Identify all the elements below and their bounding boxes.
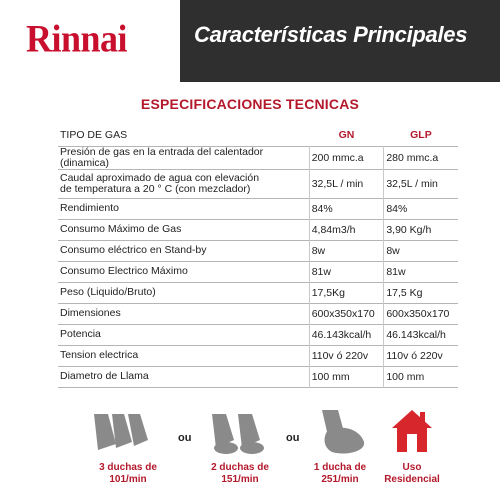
spec-value-gn: 110v ó 220v bbox=[309, 345, 384, 366]
spec-label: Potencia bbox=[60, 328, 101, 340]
shower-head-icon bbox=[314, 406, 368, 460]
spec-value-glp: 600x350x170 bbox=[384, 303, 458, 324]
table-row bbox=[58, 345, 458, 366]
caption-uso-residencial: Uso Residencial bbox=[384, 462, 440, 485]
table-row bbox=[58, 198, 458, 219]
spec-value-gn: 17,5Kg bbox=[309, 282, 384, 303]
column-header-glp: GLP bbox=[410, 129, 432, 142]
spec-value-gn: 100 mm bbox=[309, 366, 384, 387]
spec-value-glp: 46.143kcal/h bbox=[384, 324, 458, 345]
table-row bbox=[58, 146, 458, 169]
spec-label: Peso (Liquido/Bruto) bbox=[60, 286, 156, 298]
table-row bbox=[58, 169, 458, 198]
spec-label: Consumo Electrico Máximo bbox=[60, 265, 188, 277]
separator-ou: ou bbox=[178, 432, 192, 444]
shower-head-icon bbox=[90, 410, 152, 458]
spec-value-gn: 81w bbox=[309, 261, 384, 282]
spec-label: Consumo Máximo de Gas bbox=[60, 223, 182, 235]
table-row bbox=[58, 240, 458, 261]
caption-1-ducha: 1 ducha de 251/min bbox=[313, 462, 367, 485]
spec-value-glp: 100 mm bbox=[384, 366, 458, 387]
spec-label: Rendimiento bbox=[60, 202, 119, 214]
separator-ou: ou bbox=[286, 432, 300, 444]
spec-value-glp: 81w bbox=[384, 261, 458, 282]
spec-value-glp: 17,5 Kg bbox=[384, 282, 458, 303]
table-row bbox=[58, 282, 458, 303]
house-icon bbox=[390, 408, 434, 454]
spec-value-gn: 46.143kcal/h bbox=[309, 324, 384, 345]
usage-icons bbox=[0, 400, 500, 500]
table-row bbox=[58, 219, 458, 240]
spec-table bbox=[58, 125, 458, 388]
spec-label: Caudal aproximado de agua con elevación de temperatura a 20 ° C (con mezclador) bbox=[60, 171, 260, 195]
spec-value-glp: 32,5L / min bbox=[384, 169, 458, 198]
table-row bbox=[58, 261, 458, 282]
spec-value-gn: 4,84m3/h bbox=[309, 219, 384, 240]
page-title: Características Principales bbox=[194, 22, 468, 47]
spec-label: Presión de gas en la entrada del calentador (dinamica) bbox=[60, 145, 264, 169]
table-row bbox=[58, 324, 458, 345]
spec-value-glp: 280 mmc.a bbox=[384, 146, 458, 169]
spec-value-gn: 600x350x170 bbox=[309, 303, 384, 324]
spec-value-glp: 3,90 Kg/h bbox=[384, 219, 458, 240]
spec-value-gn: 200 mmc.a bbox=[309, 146, 384, 169]
spec-label: Tension electrica bbox=[60, 349, 139, 361]
spec-label: Diametro de Llama bbox=[60, 370, 149, 382]
spec-value-glp: 8w bbox=[384, 240, 458, 261]
spec-value-gn: 32,5L / min bbox=[309, 169, 384, 198]
spec-value-glp: 110v ó 220v bbox=[384, 345, 458, 366]
rinnai-logo: Rinnai bbox=[26, 17, 128, 61]
spec-label: Dimensiones bbox=[60, 307, 121, 319]
spec-label: Consumo eléctrico en Stand-by bbox=[60, 244, 207, 256]
column-header-gas-type: TIPO DE GAS bbox=[60, 129, 128, 142]
spec-value-gn: 8w bbox=[309, 240, 384, 261]
header bbox=[0, 0, 500, 82]
shower-head-icon bbox=[206, 410, 270, 458]
table-row bbox=[58, 303, 458, 324]
spec-value-gn: 84% bbox=[309, 198, 384, 219]
column-header-gn: GN bbox=[338, 129, 355, 142]
caption-2-duchas: 2 duchas de 151/min bbox=[211, 462, 269, 485]
table-row bbox=[58, 366, 458, 387]
spec-value-glp: 84% bbox=[384, 198, 458, 219]
caption-3-duchas: 3 duchas de 101/min bbox=[99, 462, 157, 485]
spec-section-title: ESPECIFICACIONES TECNICAS bbox=[140, 96, 360, 112]
spec-table-header bbox=[58, 125, 458, 146]
